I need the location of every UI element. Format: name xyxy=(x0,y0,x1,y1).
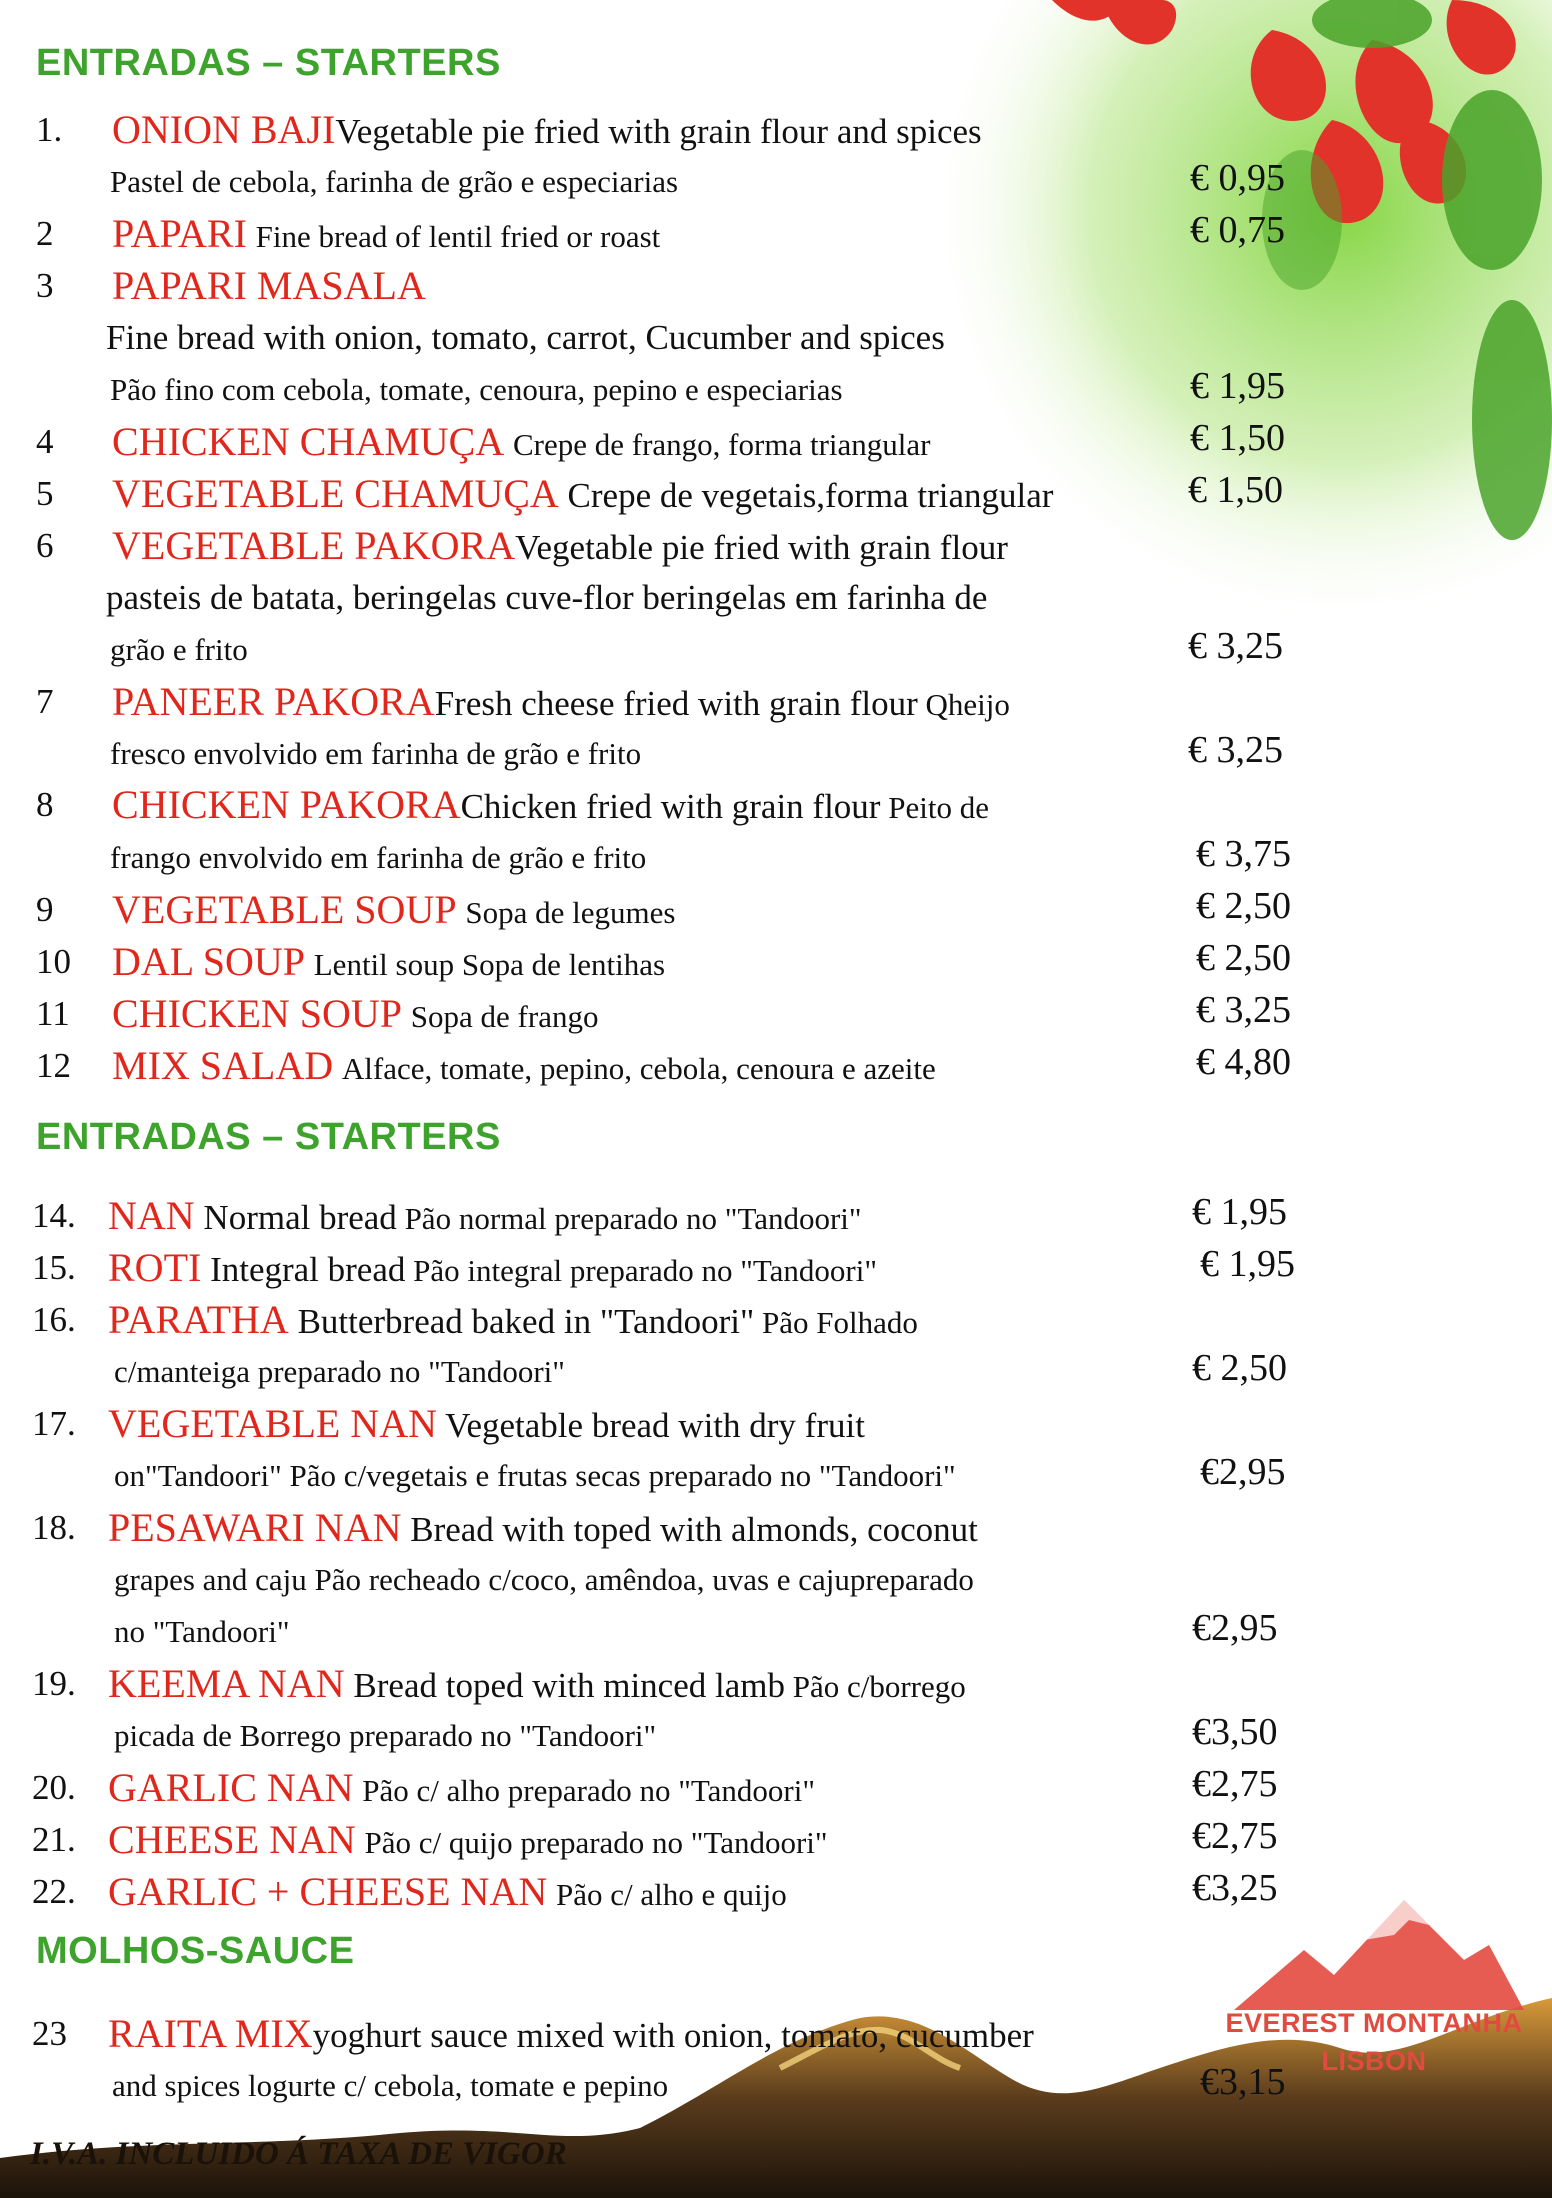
item-text xyxy=(112,680,1010,727)
item-number: 15. xyxy=(32,1248,76,1287)
item-price: € 1,95 xyxy=(1190,365,1285,407)
item-continuation: fresco envolvido em farinha de grão e frito xyxy=(110,736,642,771)
item-subtitle: Pão c/ alho preparado no "Tandoori" xyxy=(362,1773,815,1808)
item-text xyxy=(108,1506,978,1552)
item-number: 16. xyxy=(32,1300,76,1339)
item-name: PESAWARI NAN xyxy=(108,1505,402,1550)
item-subtitle: Pão integral preparado no "Tandoori" xyxy=(405,1253,878,1288)
item-name: RAITA MIX xyxy=(108,2011,313,2056)
item-number: 12 xyxy=(36,1046,71,1085)
item-description: Vegetable bread with dry fruit xyxy=(436,1406,865,1445)
item-continuation: picada de Borrego preparado no "Tandoori" xyxy=(114,1718,657,1753)
item-text xyxy=(112,992,598,1039)
item-number: 14. xyxy=(32,1196,76,1235)
item-number: 8 xyxy=(36,785,54,824)
item-name: CHICKEN PAKORA xyxy=(112,782,461,827)
item-price: € 1,95 xyxy=(1200,1243,1295,1285)
item-description: Bread with toped with almonds, coconut xyxy=(401,1510,978,1549)
item-text xyxy=(108,1662,966,1709)
item-number: 7 xyxy=(36,682,54,721)
item-subtitle: Peito de xyxy=(880,790,989,825)
item-name: GARLIC + CHEESE NAN xyxy=(108,1869,548,1914)
item-name: VEGETABLE CHAMUÇA xyxy=(112,471,559,516)
item-continuation: Fine bread with onion, tomato, carrot, Cucumber and spices xyxy=(106,318,945,357)
item-number: 19. xyxy=(32,1664,76,1703)
item-continuation: grão e frito xyxy=(110,632,248,667)
item-subtitle: Pão c/ quijo preparado no "Tandoori" xyxy=(364,1825,828,1860)
item-subtitle: Crepe de frango, forma triangular xyxy=(513,427,931,462)
item-name: VEGETABLE SOUP xyxy=(112,887,457,932)
item-continuation: no "Tandoori" xyxy=(114,1614,290,1649)
item-number: 5 xyxy=(36,474,54,513)
item-name: KEEMA NAN xyxy=(108,1661,345,1706)
item-text xyxy=(112,264,426,310)
item-description: Normal bread xyxy=(194,1198,397,1237)
section-title-starters: ENTRADAS – STARTERS xyxy=(36,42,501,84)
item-text xyxy=(112,420,930,467)
item-number: 4 xyxy=(36,422,54,461)
item-description xyxy=(354,1770,363,1809)
logo-city: LISBON xyxy=(1321,2046,1427,2076)
item-description: Fresh cheese fried with grain flour xyxy=(434,684,918,723)
item-number: 23 xyxy=(32,2014,67,2053)
item-number: 20. xyxy=(32,1768,76,1807)
item-number: 10 xyxy=(36,942,71,981)
item-description: Chicken fried with grain flour xyxy=(460,787,881,826)
item-continuation: c/manteiga preparado no "Tandoori" xyxy=(114,1354,565,1389)
item-text xyxy=(112,1044,936,1091)
item-description xyxy=(504,424,513,463)
item-continuation: on"Tandoori" Pão c/vegetais e frutas secas preparado no "Tandoori" xyxy=(114,1458,956,1493)
item-name: VEGETABLE PAKORA xyxy=(112,523,516,568)
item-text xyxy=(108,1194,862,1241)
item-text xyxy=(112,108,982,154)
item-number: 21. xyxy=(32,1820,76,1859)
item-number: 18. xyxy=(32,1508,76,1547)
item-price: € 1,50 xyxy=(1190,417,1285,459)
item-continuation: Pão fino com cebola, tomate, cenoura, pepino e especiarias xyxy=(110,372,843,407)
item-text xyxy=(108,2012,1034,2058)
item-description: yoghurt sauce mixed with onion, tomato, cucumber xyxy=(312,2016,1034,2055)
item-text xyxy=(108,1870,787,1917)
item-number: 11 xyxy=(36,994,70,1033)
item-subtitle: Sopa de legumes xyxy=(465,895,676,930)
item-subtitle: Pão Folhado xyxy=(754,1305,918,1340)
item-price: €2,75 xyxy=(1192,1763,1278,1805)
item-price: € 3,25 xyxy=(1188,729,1283,771)
item-text xyxy=(108,1402,865,1448)
item-price: €3,25 xyxy=(1192,1867,1278,1909)
item-description xyxy=(356,1822,365,1861)
item-number: 2 xyxy=(36,214,54,253)
item-price: € 2,50 xyxy=(1196,885,1291,927)
section-title-starters-breads: ENTRADAS – STARTERS xyxy=(36,1116,501,1158)
item-name: ROTI xyxy=(108,1245,202,1290)
item-number: 3 xyxy=(36,266,54,305)
item-number: 22. xyxy=(32,1872,76,1911)
item-price: €2,75 xyxy=(1192,1815,1278,1857)
item-subtitle: Pão c/ alho e quijo xyxy=(555,1877,787,1912)
item-description: Bread toped with minced lamb xyxy=(344,1666,785,1705)
item-price: € 2,50 xyxy=(1192,1347,1287,1389)
item-description: Butterbread baked in "Tandoori" xyxy=(288,1302,755,1341)
item-price: € 1,50 xyxy=(1188,469,1283,511)
item-subtitle: Sopa de frango xyxy=(410,999,599,1034)
item-text xyxy=(108,1766,815,1813)
item-name: CHEESE NAN xyxy=(108,1817,356,1862)
item-price: € 2,50 xyxy=(1196,937,1291,979)
tax-footer: I.V.A. INCLUIDO Á TAXA DE VIGOR xyxy=(30,2136,567,2172)
item-price: € 3,25 xyxy=(1188,625,1283,667)
item-price: €2,95 xyxy=(1192,1607,1278,1649)
item-price: € 1,95 xyxy=(1192,1191,1287,1233)
item-price: € 3,25 xyxy=(1196,989,1291,1031)
item-name: VEGETABLE NAN xyxy=(108,1401,437,1446)
item-name: MIX SALAD xyxy=(112,1043,334,1088)
item-price: € 0,75 xyxy=(1190,209,1285,251)
item-price: € 3,75 xyxy=(1196,833,1291,875)
item-name: CHICKEN CHAMUÇA xyxy=(112,419,505,464)
section-title-sauce: MOLHOS-SAUCE xyxy=(36,1930,355,1972)
item-name: NAN xyxy=(108,1193,195,1238)
item-subtitle: Alface, tomate, pepino, cebola, cenoura e azeite xyxy=(341,1051,936,1086)
item-subtitle: Pão normal preparado no "Tandoori" xyxy=(396,1201,862,1236)
item-description xyxy=(247,216,256,255)
item-continuation: frango envolvido em farinha de grão e frito xyxy=(110,840,647,875)
item-name: PANEER PAKORA xyxy=(112,679,435,724)
item-subtitle: Lentil soup Sopa de lentihas xyxy=(313,947,666,982)
item-name: GARLIC NAN xyxy=(108,1765,354,1810)
item-continuation: and spices logurte c/ cebola, tomate e pepino xyxy=(112,2068,669,2103)
item-text xyxy=(112,472,1053,518)
item-continuation: Pastel de cebola, farinha de grão e especiarias xyxy=(110,164,679,199)
item-subtitle: Pão c/borrego xyxy=(784,1669,966,1704)
item-text xyxy=(108,1246,877,1293)
item-description xyxy=(333,1048,342,1087)
item-description: Vegetable pie fried with grain flour and spices xyxy=(335,112,982,151)
item-number: 9 xyxy=(36,890,54,929)
item-subtitle: Qheijo xyxy=(917,687,1010,722)
item-price: € 0,95 xyxy=(1190,157,1285,199)
item-number: 1. xyxy=(36,110,63,149)
item-text xyxy=(112,888,675,935)
item-description: Integral bread xyxy=(201,1250,406,1289)
item-subtitle: Fine bread of lentil fried or roast xyxy=(255,219,661,254)
item-text xyxy=(112,783,989,830)
item-name: PAPARI MASALA xyxy=(112,263,426,308)
item-name: CHICKEN SOUP xyxy=(112,991,403,1036)
item-continuation: pasteis de batata, beringelas cuve-flor beringelas em farinha de xyxy=(106,578,988,617)
item-text xyxy=(112,940,665,987)
item-name: PAPARI xyxy=(112,211,247,256)
item-description xyxy=(402,996,411,1035)
item-price: €2,95 xyxy=(1200,1451,1286,1493)
item-number: 17. xyxy=(32,1404,76,1443)
item-description: Crepe de vegetais,forma triangular xyxy=(558,476,1054,515)
item-text xyxy=(112,524,1008,570)
everest-logo xyxy=(1214,1890,1534,2120)
item-text xyxy=(112,212,660,259)
mountain-logo-icon xyxy=(1214,1890,1534,2020)
item-name: PARATHA xyxy=(108,1297,289,1342)
item-text xyxy=(108,1818,828,1865)
item-price: € 4,80 xyxy=(1196,1041,1291,1083)
item-continuation: grapes and caju Pão recheado c/coco, amêndoa, uvas e cajupreparado xyxy=(114,1562,974,1597)
item-description: Vegetable pie fried with grain flour xyxy=(515,528,1008,567)
item-name: DAL SOUP xyxy=(112,939,305,984)
item-description xyxy=(547,1874,556,1913)
item-number: 6 xyxy=(36,526,54,565)
item-name: ONION BAJI xyxy=(112,107,336,152)
item-price: €3,50 xyxy=(1192,1711,1278,1753)
item-description xyxy=(305,944,314,983)
item-text xyxy=(108,1298,918,1345)
item-price: €3,15 xyxy=(1200,2061,1286,2103)
logo-name: EVEREST MONTANHA xyxy=(1225,2008,1523,2038)
